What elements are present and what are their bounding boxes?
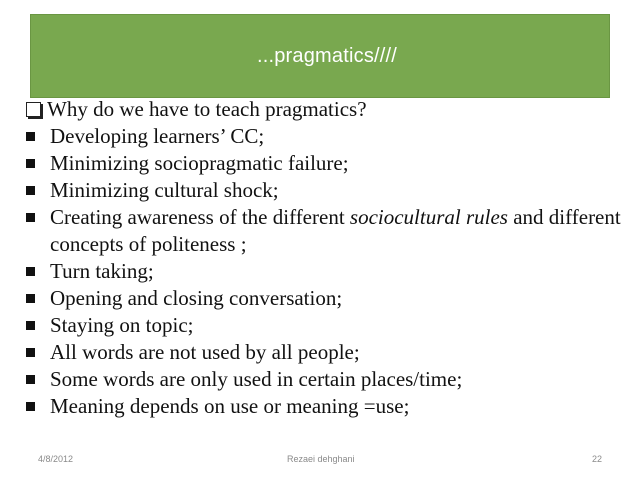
square-bullet-icon: [26, 321, 35, 330]
square-bullet-icon: [26, 213, 35, 222]
list-item: [24, 285, 624, 312]
bullet-text: Minimizing cultural shock;: [50, 178, 279, 202]
square-bullet-icon: [26, 294, 35, 303]
list-item: [24, 366, 624, 393]
list-item: [24, 312, 624, 339]
square-bullet-icon: [26, 132, 35, 141]
bullet-text: Staying on topic;: [50, 313, 194, 337]
list-item: [24, 177, 624, 204]
slide-title: ...pragmatics////: [256, 44, 398, 67]
list-item: [24, 204, 624, 258]
checkbox-icon: [26, 102, 41, 117]
square-bullet-icon: [26, 348, 35, 357]
page-number: 22: [592, 454, 603, 464]
square-bullet-icon: [26, 159, 35, 168]
bullet-text: Developing learners’ CC;: [50, 124, 265, 148]
bullet-list: [24, 123, 624, 420]
list-item: [24, 150, 624, 177]
title-banner: [30, 14, 610, 98]
footer-author: Rezaei dehghani: [287, 454, 355, 464]
square-bullet-icon: [26, 267, 35, 276]
list-item: [24, 339, 624, 366]
bullet-text-before: Creating awareness of the different: [50, 205, 350, 229]
bullet-text: Minimizing sociopragmatic failure;: [50, 151, 349, 175]
question-text: Why do we have to teach pragmatics?: [47, 97, 367, 121]
square-bullet-icon: [26, 186, 35, 195]
question-line: [24, 96, 624, 123]
bullet-text-after: and different concepts of politeness ;: [50, 205, 621, 256]
list-item: [24, 258, 624, 285]
bullet-text: All words are not used by all people;: [50, 340, 360, 364]
list-item: [24, 393, 624, 420]
bullet-text: Turn taking;: [50, 259, 154, 283]
bullet-text: [50, 204, 624, 258]
bullet-text: Meaning depends on use or meaning =use;: [50, 394, 410, 418]
bullet-text: Some words are only used in certain places/time;: [50, 367, 463, 391]
footer-date: 4/8/2012: [38, 454, 74, 464]
list-item: [24, 123, 624, 150]
slide-content: [24, 96, 624, 420]
bullet-text: Opening and closing conversation;: [50, 286, 343, 310]
bullet-text-italic: sociocultural rules: [349, 205, 508, 229]
square-bullet-icon: [26, 375, 35, 384]
square-bullet-icon: [26, 402, 35, 411]
